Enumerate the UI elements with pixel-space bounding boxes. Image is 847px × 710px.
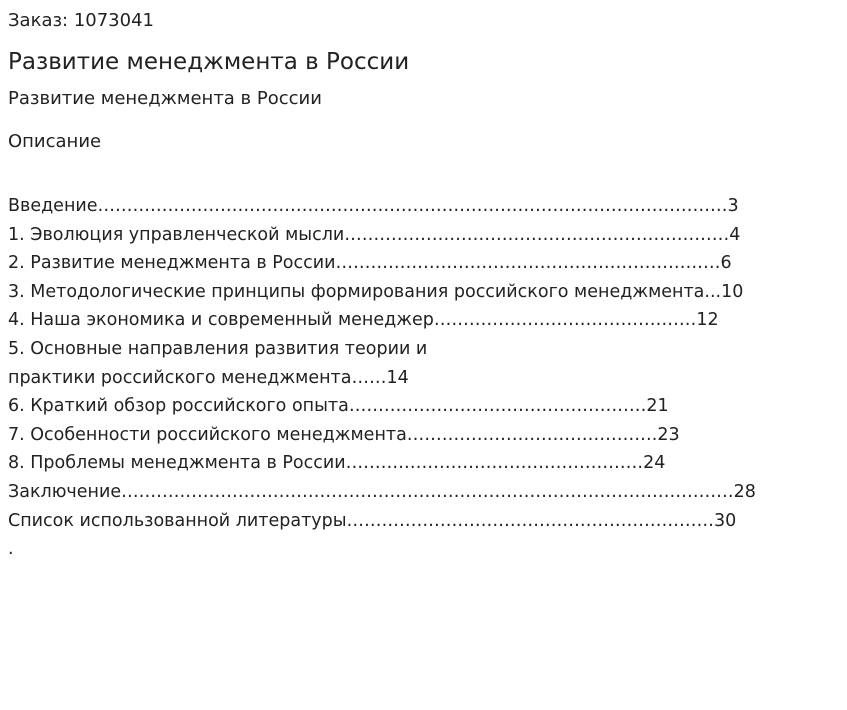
toc-item-6: 6. Краткий обзор российского опыта……………………………………………21 — [8, 396, 669, 417]
toc-trailing-dot: . — [8, 539, 14, 560]
toc-item-7: 7. Особенности российского менеджмента…………………………………….23 — [8, 424, 680, 445]
description-heading: Описание — [8, 131, 102, 152]
toc-item-bibliography: Список использованной литературы………………………………………………………30 — [8, 510, 737, 531]
toc-item-4: 4. Наша экономика и современный менеджер………………………………………12 — [8, 310, 719, 331]
toc-item-3: 3. Методологические принципы формирования российского менеджмента...10 — [8, 281, 744, 302]
toc-item-5-line-2: практики российского менеджмента……14 — [8, 367, 409, 388]
toc-item-2: 2. Развитие менеджмента в России…………………………………………………………6 — [8, 253, 732, 274]
toc-item-conclusion: Заключение……………………………………………………………………………………………28 — [8, 481, 756, 502]
order-number: Заказ: 1073041 — [8, 10, 154, 31]
toc-item-5-line-1: 5. Основные направления развития теории и — [8, 338, 428, 359]
toc-item-1: 1. Эволюция управленческой мысли…………………………………………………………4 — [8, 224, 741, 245]
table-of-contents — [8, 192, 839, 564]
toc-item-8: 8. Проблемы менеджмента в России……………………………………………24 — [8, 453, 666, 474]
page-title: Развитие менеджмента в России — [8, 49, 410, 75]
toc-item-introduction: Введение………………………………………………………………………………………………3 — [8, 196, 739, 216]
page-subtitle: Развитие менеджмента в России — [8, 88, 322, 109]
